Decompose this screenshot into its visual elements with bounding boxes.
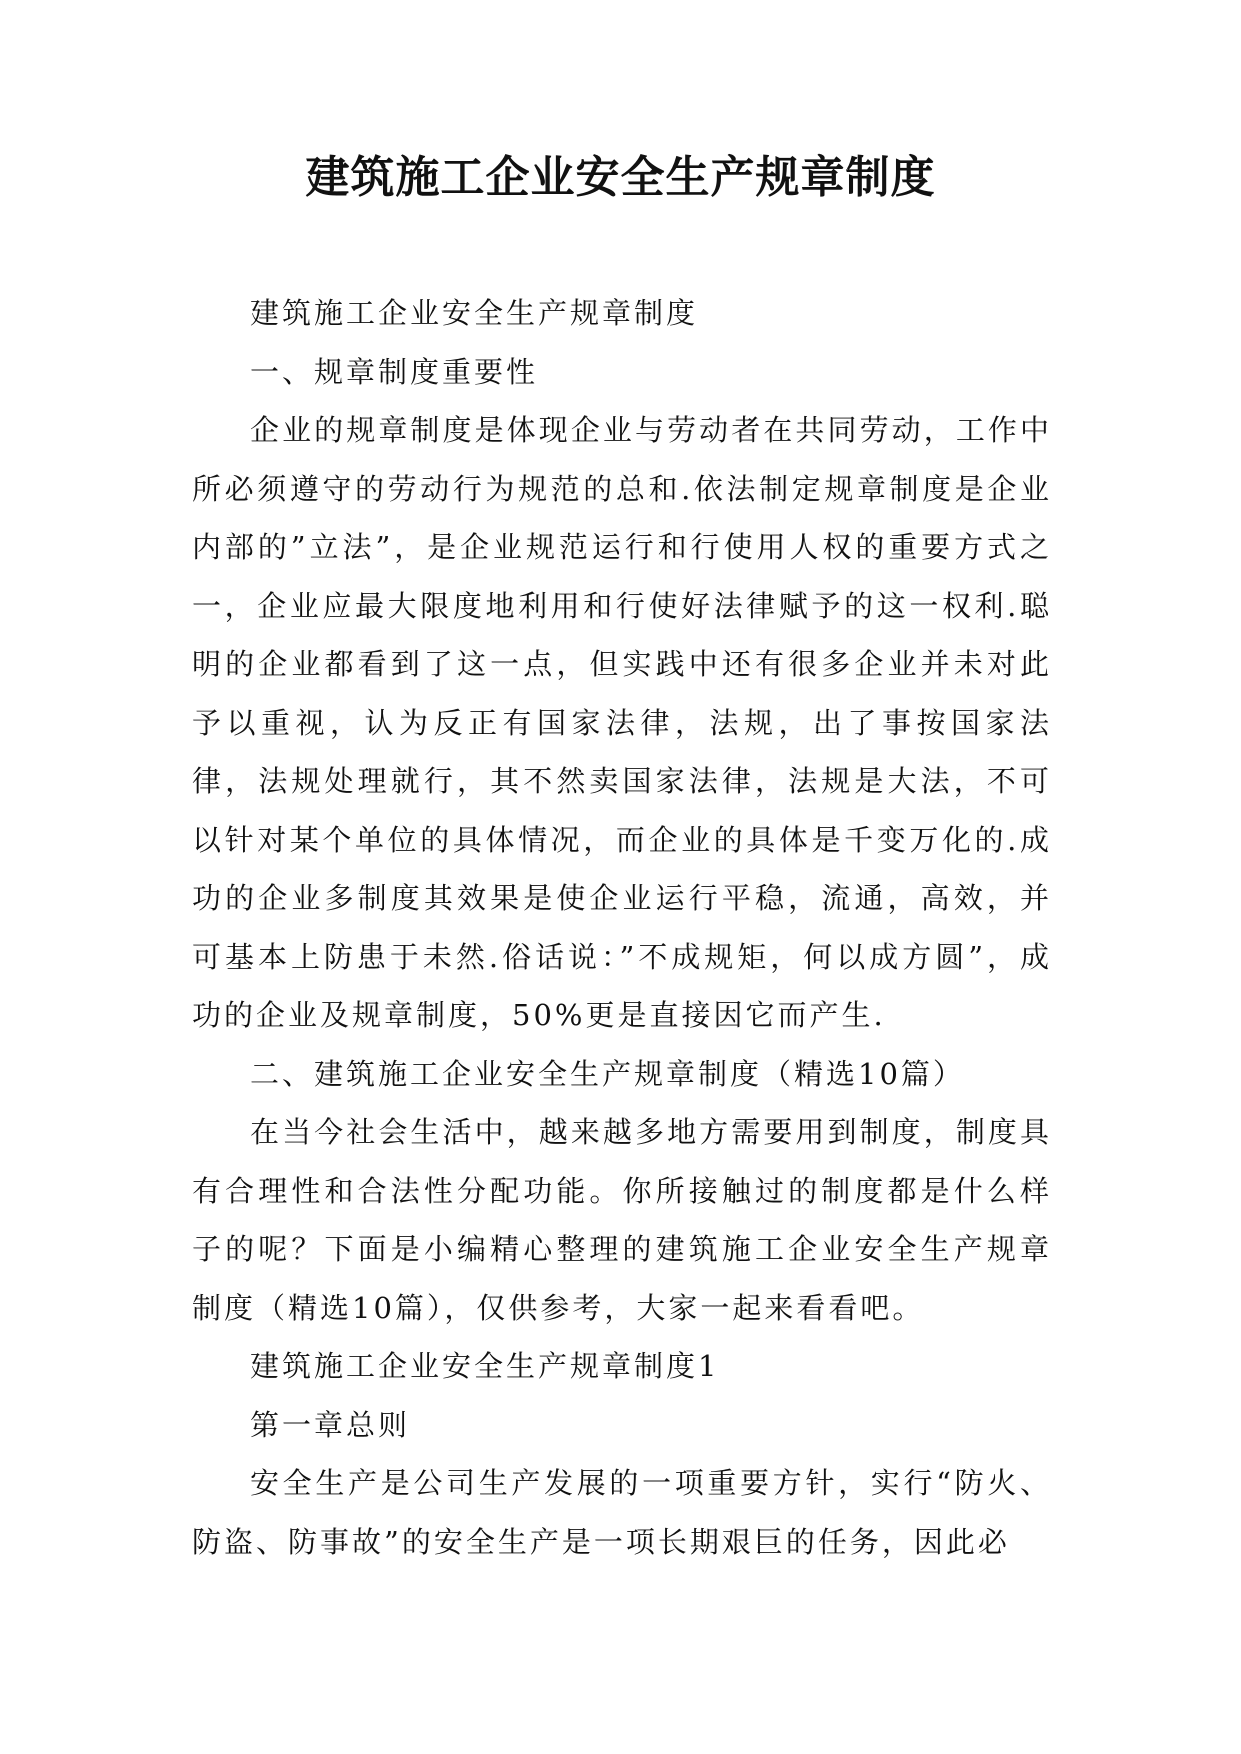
subsection-heading: 建筑施工企业安全生产规章制度1 [250, 1349, 720, 1383]
paragraph: 在当今社会生活中，越来越多地方需要用到制度，制度具有合理性和合法性分配功能。你所接触过的制度都是什么样子的呢？下面是小编精心整理的建筑施工企业安全生产规章制度（精选10篇），仅供参考，大家一起来看看吧。 [192, 1115, 1052, 1325]
paragraph-subtitle: 建筑施工企业安全生产规章制度 [250, 296, 699, 330]
section-heading-1: 一、规章制度重要性 [250, 354, 539, 389]
paragraph: 安全生产是公司生产发展的一项重要方针，实行“防火、防盗、防事故”的安全生产是一项长期艰巨的任务，因此必 [192, 1466, 1052, 1559]
document-body [192, 284, 1052, 1571]
paragraph: 企业的规章制度是体现企业与劳动者在共同劳动，工作中所必须遵守的劳动行为规范的总和.依法制定规章制度是企业内部的”立法”，是企业规范运行和行使用人权的重要方式之一，企业应最大限度地利用和行使好法律赋予的这一权利.聪明的企业都看到了这一点，但实践中还有很多企业并未对此予以重视，认为反正有国家法律，法规，出了事按国家法律，法规处理就行，其不然卖国家法律，法规是大法，不可以针对某个单位的具体情况，而企业的具体是千变万化的.成功的企业多制度其效果是使企业运行平稳，流通，高效，并可基本上防患于未然.俗话说：”不成规矩，何以成方圆”，成功的企业及规章制度，50%更是直接因它而产生. [192, 413, 1052, 1032]
document-title: 建筑施工企业安全生产规章制度 [305, 152, 936, 203]
chapter-heading: 第一章总则 [250, 1407, 411, 1442]
section-heading-2: 二、建筑施工企业安全生产规章制度（精选10篇） [250, 1056, 965, 1091]
